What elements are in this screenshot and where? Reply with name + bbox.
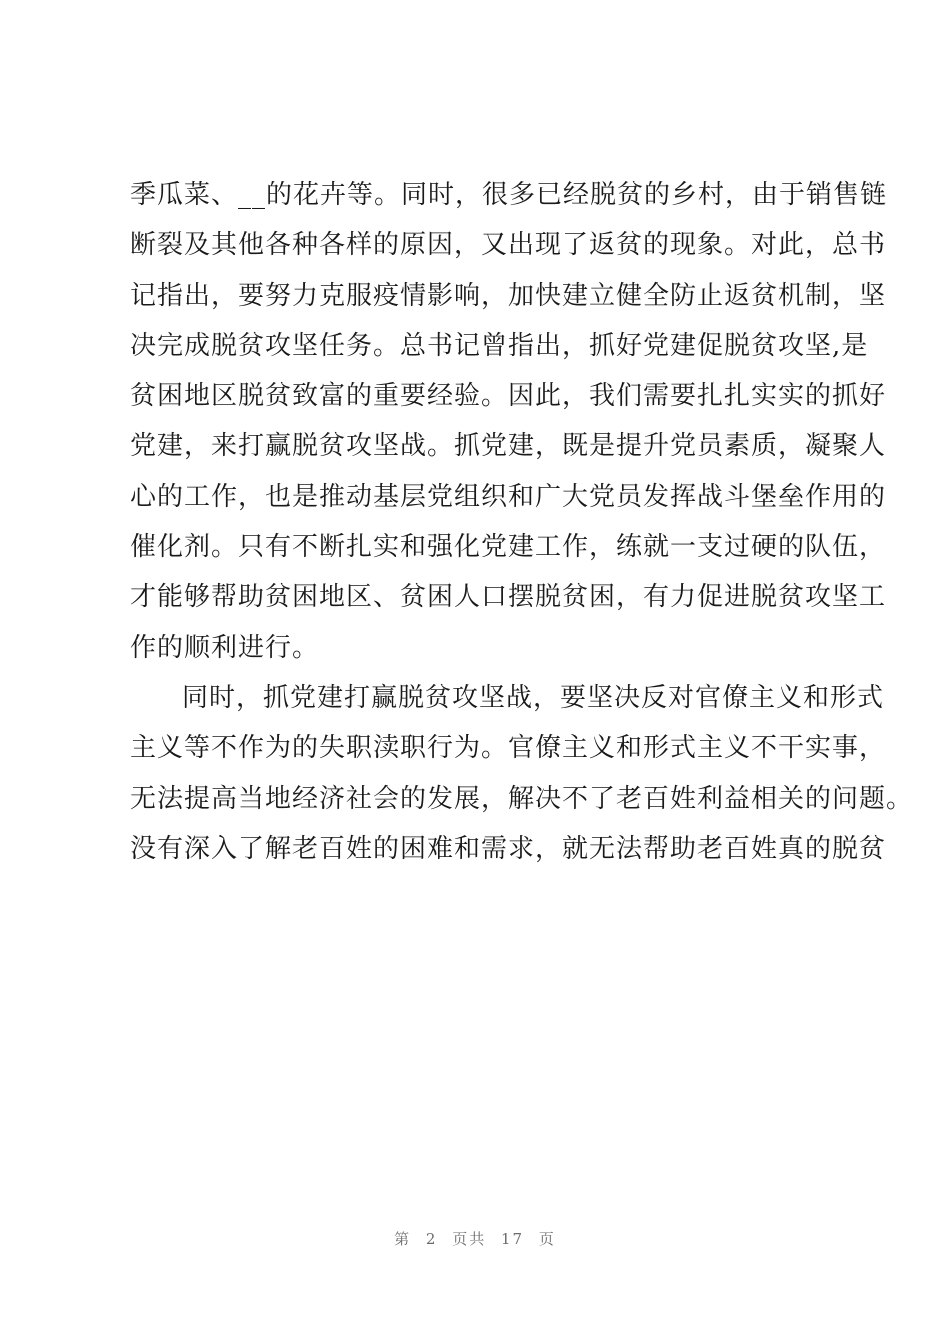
page-number-footer: 第 2 页共 17 页 — [394, 1230, 556, 1248]
text-line: 决完成脱贫攻坚任务。总书记曾指出，抓好党建促脱贫攻坚,是 — [130, 330, 869, 361]
text-line: 季瓜菜、__的花卉等。同时，很多已经脱贫的乡村，由于销售链 — [130, 180, 888, 210]
text-line: 催化剂。只有不断扎实和强化党建工作，练就一支过硬的队伍， — [130, 532, 887, 563]
text-line: 记指出，要努力克服疫情影响，加快建立健全防止返贫机制，坚 — [130, 280, 887, 311]
text-line: 才能够帮助贫困地区、贫困人口摆脱贫困，有力促进脱贫攻坚工 — [130, 582, 887, 613]
text-line: 无法提高当地经济社会的发展，解决不了老百姓利益相关的问题。 — [130, 783, 914, 814]
body-text — [130, 170, 914, 874]
text-line: 断裂及其他各种各样的原因，又出现了返贫的现象。对此，总书 — [130, 230, 887, 261]
paragraph-first-line: 同时，抓党建打赢脱贫攻坚战，要坚决反对官僚主义和形式 — [182, 682, 885, 713]
text-line: 党建，来打赢脱贫攻坚战。抓党建，既是提升党员素质，凝聚人 — [130, 431, 887, 462]
text-line: 主义等不作为的失职渎职行为。官僚主义和形式主义不干实事， — [130, 733, 887, 764]
text-line: 贫困地区脱贫致富的重要经验。因此，我们需要扎扎实实的抓好 — [130, 381, 887, 412]
text-line: 没有深入了解老百姓的困难和需求，就无法帮助老百姓真的脱贫 — [130, 833, 887, 864]
text-line: 作的顺利进行。 — [130, 632, 320, 663]
text-line: 心的工作，也是推动基层党组织和广大党员发挥战斗堡垒作用的 — [130, 481, 887, 512]
